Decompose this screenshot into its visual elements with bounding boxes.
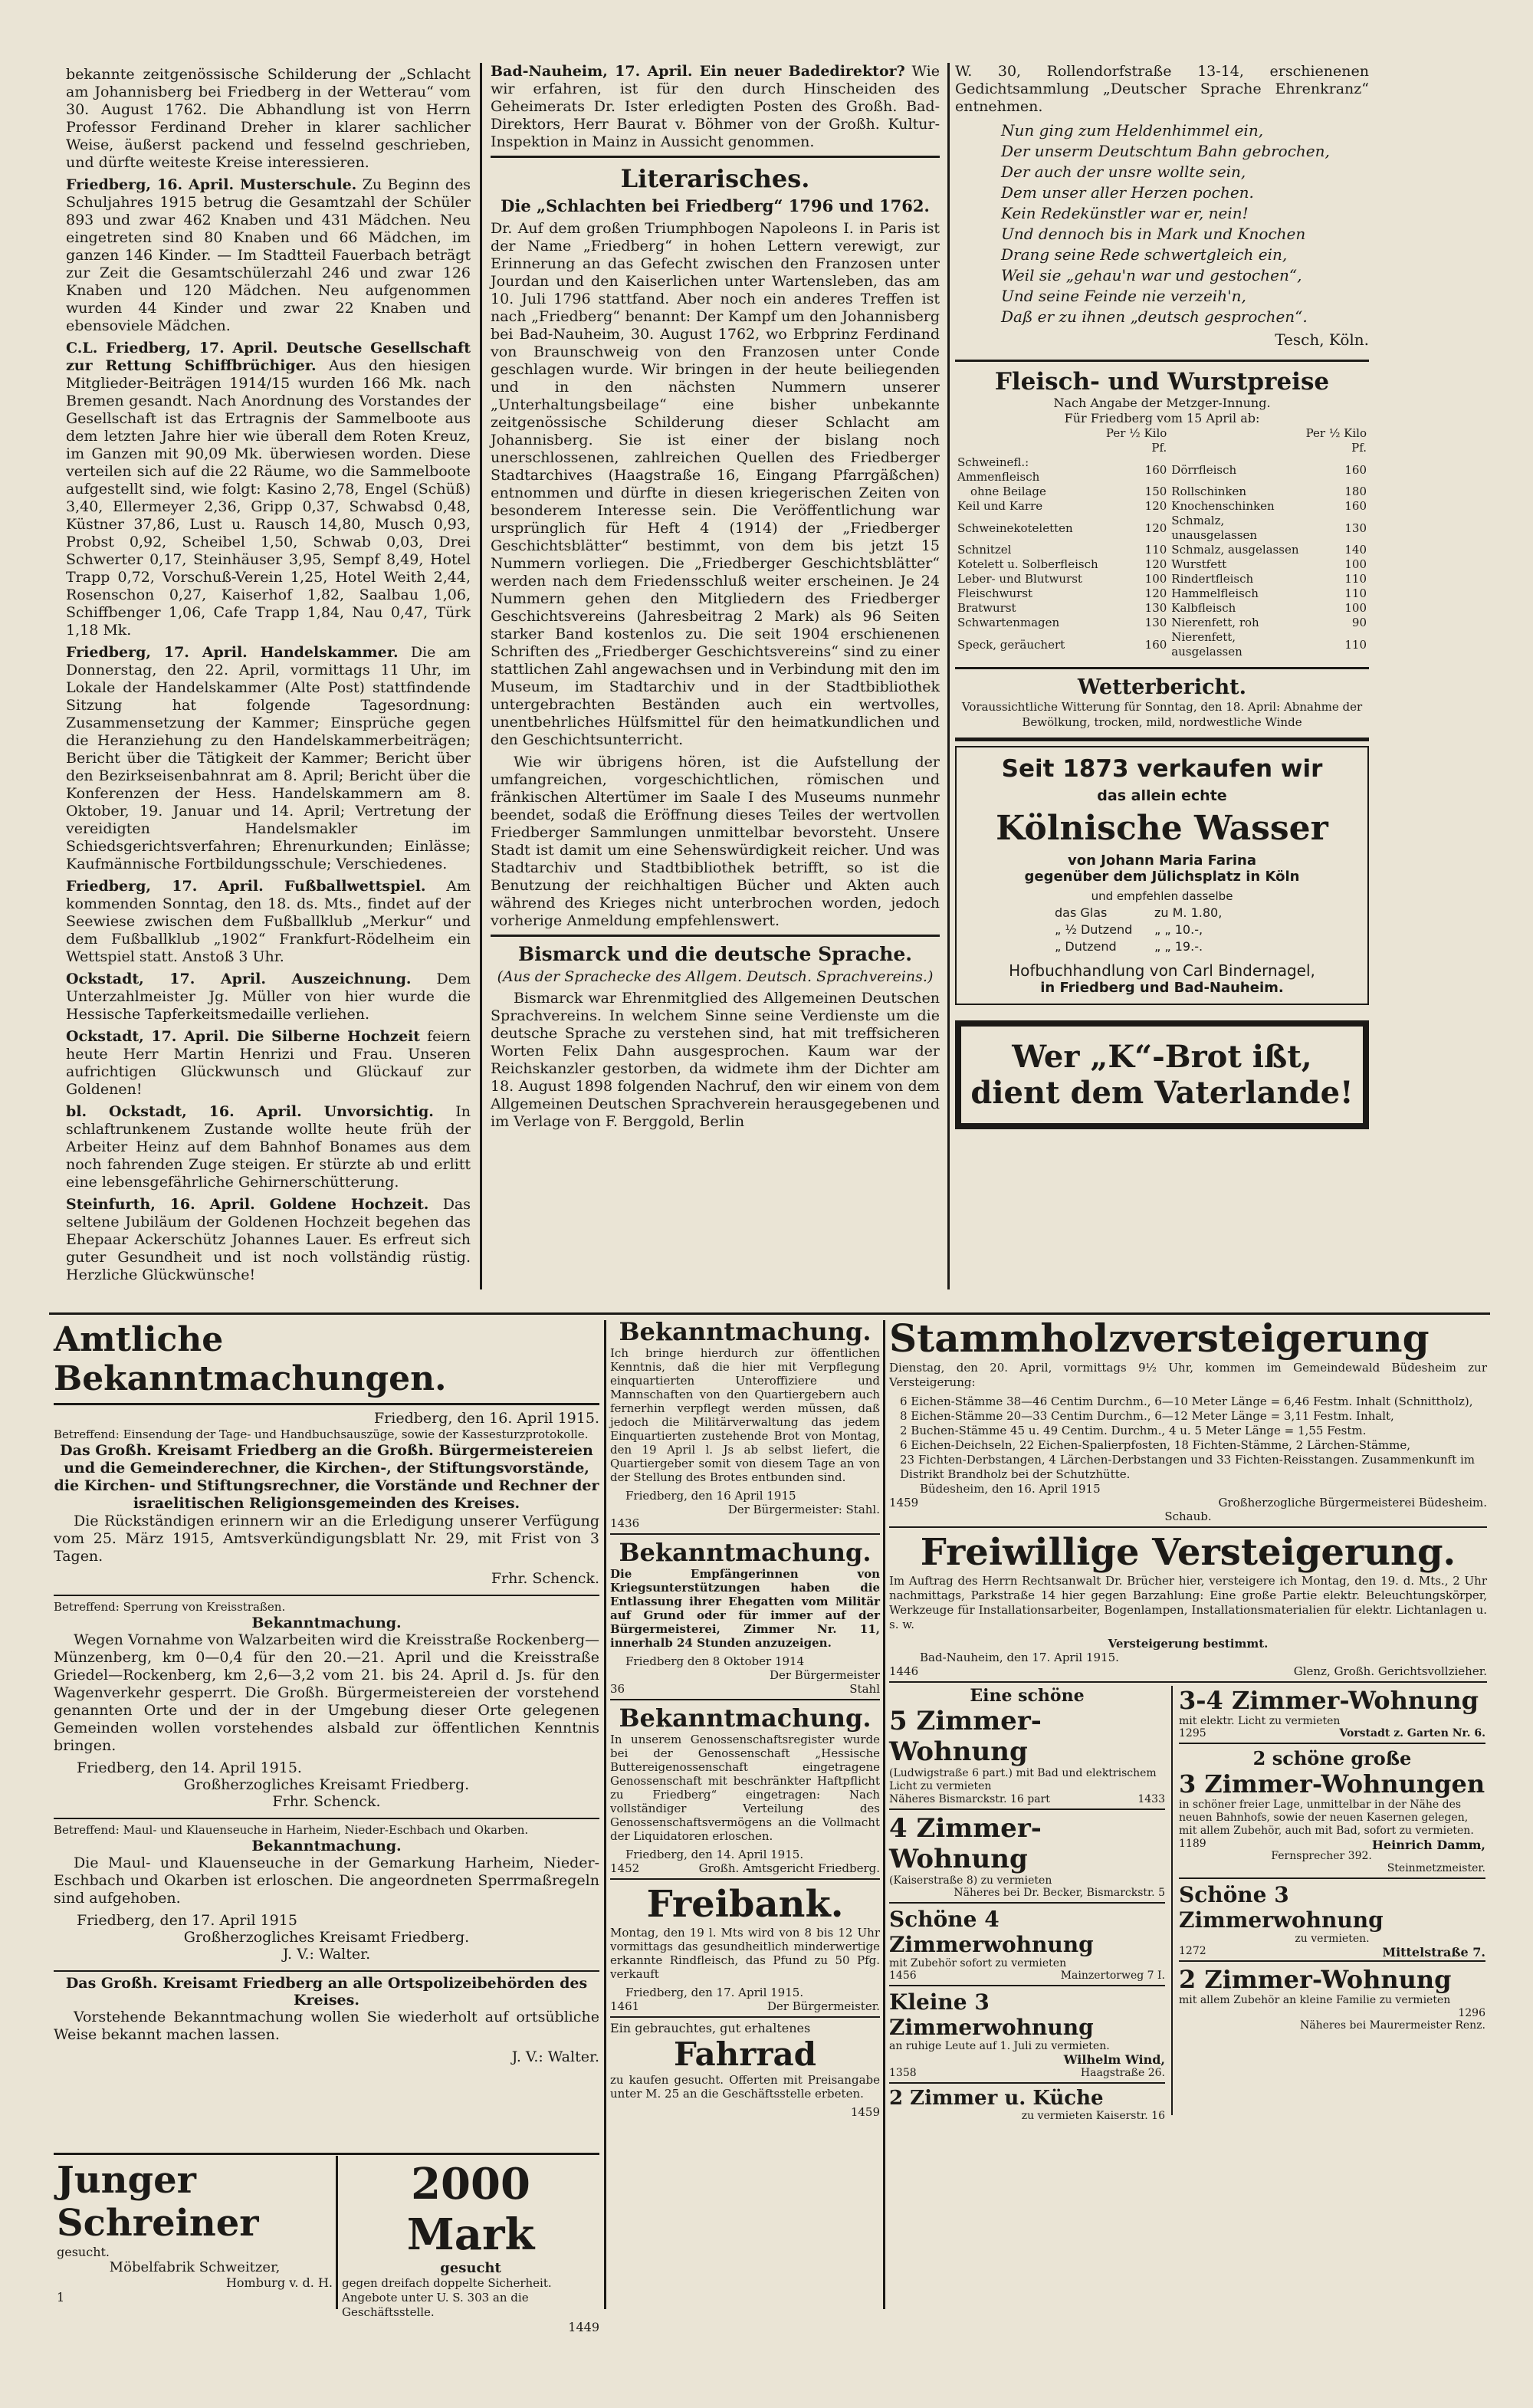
ad-text: Homburg v. d. H.	[225, 2275, 333, 2290]
poem-signature: Tesch, Köln.	[1275, 330, 1369, 349]
ad-number: 1433	[1137, 1793, 1165, 1805]
ad-text: gesucht.	[57, 2245, 110, 2259]
table-row: Schwartenmagen 130 Nierenfett, roh 90	[957, 616, 1367, 629]
ad-headline: 2 Zimmer-Wohnung	[1179, 1965, 1452, 1994]
column-rule	[604, 1320, 606, 2309]
ad-text: Mittelstraße 7.	[1382, 1945, 1485, 1960]
table-row: Schnitzel 110 Schmalz, ausgelassen 140	[957, 543, 1367, 557]
ad-text: das allein echte	[1097, 787, 1227, 804]
divider	[889, 1808, 1165, 1810]
divider	[889, 2082, 1165, 2084]
divider	[54, 1595, 599, 1596]
ad-number: 1272	[1179, 1945, 1206, 1957]
ad-koelnisch-wasser	[955, 746, 1369, 1005]
ad-text: mit Zubehör sofort zu vermieten	[889, 1957, 1067, 1969]
notice-signature: Großh. Amtsgericht Friedberg.	[698, 1861, 880, 1875]
ad-headline: 2 Zimmer u. Küche	[889, 2087, 1104, 2110]
ad-text: und empfehlen dasselbe	[1091, 889, 1233, 903]
ad-text: (Kaiserstraße 8) zu vermieten	[889, 1874, 1052, 1887]
ad-text: Näheres bei Maurermeister Renz.	[1300, 2019, 1485, 2032]
ad-number: 1449	[568, 2320, 599, 2334]
list-item: 6 Eichen-Stämme 38—46 Centim Durchm., 6—10 Meter Länge = 6,46 Festm. Inhalt (Schnittholz),	[900, 1395, 1473, 1408]
divider	[54, 1818, 599, 1819]
article: Steinfurth, 16. April. Goldene Hochzeit. Das seltene Jubiläum der Goldenen Hochzeit begehen das Ehepaar Ackerschütz Johannes Lauer. Es erfreut sich guter Gesundheit und ist noch vollständig rüstig. Herzliche Glückwünsche!	[66, 1196, 471, 1283]
ad-text: in schöner freier Lage, unmittelbar in der Nähe des neuen Bahnhofs, sowie der neuen Kasernen gelegen, mit allem Zubehör, auch mit Bad, sofort zu vermieten.	[1179, 1799, 1474, 1837]
article-title: Bismarck und die deutsche Sprache.	[517, 943, 912, 965]
poem-line: Der auch der unsre wollte sein,	[1001, 163, 1246, 181]
notice-signature: Großherzogliche Bürgermeisterei Büdesheim.	[1218, 1496, 1487, 1510]
divider	[491, 156, 940, 158]
notice-title: Bekanntmachung.	[619, 1317, 872, 1346]
section-title: Amtliche Bekanntmachungen.	[54, 1320, 599, 1405]
notice-text: Dienstag, den 20. April, vormittags 9½ Uhr, kommen im Gemeindewald Büdesheim zur Versteigerung:	[889, 1361, 1487, 1389]
article: C.L. Friedberg, 17. April. Deutsche Gesellschaft zur Rettung Schiffbrüchiger. Aus den hiesigen Mitglieder-Beiträgen 1914/15 wurden 166 Mk. nach Bremen gesandt. Nach Anordnung des Vorstandes der Gesellschaft ist das Ertragnis der Sammelboote aus dem letzten Jahre hier wie überall dem Roten Kreuz, im Ganzen mit 90,09 Mk. überwiesen worden. Diese verteilen sich auf die 22 Räume, wo die Sammelboote aufgestellt sind, wie folgt: Kasino 2,78, Engel (Schüß) 3,40, Ellermeyer 2,36, Gripp 0,37, Schwabsd 0,48, Küstner 37,86, Lust u. Rausch 14,80, Musch 0,93, Probst 0,92, Scheibel 1,50, Schwab 0,03, Drei Schwerter 0,17, Steinhäuser 3,95, Sempf 8,49, Hotel Trapp 0,72, Vorschuß-Verein 1,25, Hotel Weith 2,44, Rosenschon 0,27, Kaiserhof 1,82, Saalbau 1,06, Schiffbenger 1,06, Cafe Trapp 1,84, Nau 0,47, Türk 1,18 Mk.	[66, 340, 471, 639]
article-body: Dr. Auf dem großen Triumphbogen Napoleons I. in Paris ist der Name „Friedberg“ in hohen Lettern verewigt, zur Erinnerung an das Gefecht zwischen den Franzosen unter Jourdan und den Kaiserlichen unter Wartensleben, das am 10. Juli 1796 stattfand. Aber noch ein anderes Treffen ist nach „Friedberg“ benannt: Der Kampf um den Johannisberg bei Bad-Nauheim, 30. August 1762, wo Erbprinz Ferdinand von Braunschweig von den Franzosen unter Conde geschlagen wurde. Wir bringen in der heute beiliegenden und in den nächsten Nummern unserer „Unterhaltungsbeilage“ eine bisher unbekannte zeitgenössische Schilderung dieser Schlacht am Johannisberg. Sie ist einer der bislang noch unerschlossenen, zahlreichen Quellen des Friedberger Stadtarchives (Haagstraße 16, Eingang Pfarrgäßchen) entnommen und dürfte in diesen kriegerischen Zeiten von besonderem Interesse sein. Die Veröffentlichung war ursprünglich für Heft 4 (1914) der „Friedberger Geschichtsblätter“ bestimmt, von dem bis jetzt 15 Nummern vorliegen. Die „Friedberger Geschichtsblätter“ werden nach dem Friedensschluß weiter erscheinen. Je 24 Nummern gehen den Mitgliedern des Friedberger Geschichtsvereins (Jahresbeitrag 2 Mark) als 96 Seiten starker Band kostenlos zu. Die seit 1904 erschienenen Schriften des „Friedberger Geschichtsvereins“ sind zu einer stattlichen Zahl angewachsen und in Verbindung mit den im Museum, im Stadtarchiv und in der Stadtbibliothek untergebrachten Beständen auch ein wertvolles, unentbehrliches Hülfsmittel für den heimatkundlichen und den Geschichtsunterricht.	[491, 220, 940, 748]
ad-number: 1456	[889, 1969, 917, 1982]
column-auctions	[889, 1316, 1487, 2312]
ad-headline: Junger Schreiner	[57, 2159, 259, 2245]
column-rule	[883, 1320, 885, 2309]
article: bekannte zeitgenössische Schilderung der „Schlacht am Johannisberg bei Friedberg in der Wetterau“ vom 30. August 1762. Die Abhandlung ist von Herrn Professor Ferdinand Dreher in klarer sachlicher Weise, äußerst packend und fesselnd geschrieben, und dürfte weiteste Kreise interessieren.	[66, 66, 471, 171]
divider	[1179, 1877, 1485, 1879]
ad-kbrot	[955, 1020, 1369, 1129]
notice-signature: J. V.: Walter.	[511, 2048, 599, 2065]
notice-text: Ich bringe hierdurch zur öffentlichen Kenntnis, daß die hier mit Verpflegung einquartierten Unteroffiziere und Mannschaften von den Quartiergebern auch fernerhin verpflegt werden müssen, daß jedoch die Militärverwaltung das jedem Einquartierten zustehende Brot von Montag, den 19 April l. Js ab selbst liefert, die Quartiergeber somit von diesem Tage an von der Stellung des Brotes entbunden sind.	[610, 1346, 880, 1484]
ad-text: zu kaufen gesucht. Offerten mit Preisangabe unter M. 25 an die Geschäftsstelle erbeten.	[610, 2073, 880, 2101]
poem-line: Und seine Feinde nie verzeih'n,	[1001, 287, 1246, 305]
notice-signature: Der Bürgermeister	[769, 1668, 880, 1682]
column-local-news	[66, 66, 471, 1308]
poem-line: Drang seine Rede schwertgleich ein,	[1001, 245, 1288, 264]
ad-text: gegen dreifach doppelte Sicherheit. Angebote unter U. S. 303 an die Geschäftsstelle.	[342, 2276, 552, 2319]
ad-headline: Kleine 3 Zimmerwohnung	[889, 1989, 1094, 2040]
notice-title: Bekanntmachung.	[251, 1615, 402, 1631]
divider	[610, 1699, 880, 1700]
prices-table	[955, 426, 1369, 659]
divider	[610, 2016, 880, 2018]
notice-number: 1459	[889, 1496, 919, 1510]
notice-date: Friedberg, den 14. April 1915.	[625, 1848, 804, 1861]
notice-signature: Schaub.	[1164, 1510, 1212, 1523]
poem-line: Und dennoch bis in Mark und Knochen	[1001, 225, 1306, 243]
notice-signature: Frhr. Schenck.	[491, 1570, 599, 1587]
notice-date: Büdesheim, den 16. April 1915	[920, 1482, 1101, 1496]
poem-line: Daß er zu ihnen „deutsch gesprochen“.	[1001, 307, 1308, 326]
ad-text: 2 schöne große	[1252, 1747, 1412, 1769]
poem-line: Weil sie „gehau'n war und gestochen“,	[1001, 266, 1302, 284]
notice-text: Montag, den 19 l. Mts wird von 8 bis 12 Uhr vormittags das gesundheitlich minderwertige erkannte Rindfleisch, das Pfund zu 50 Pfg. verkauft	[610, 1926, 880, 1981]
notice-date: Friedberg, den 16. April 1915.	[374, 1410, 599, 1427]
poem	[955, 120, 1369, 327]
notice-date: Friedberg, den 17. April 1915	[77, 1912, 297, 1929]
ad-number: 1358	[889, 2067, 917, 2079]
list-item: 6 Eichen-Deichseln, 22 Eichen-Spalierpfosten, 18 Fichten-Stämme, 2 Lärchen-Stämme,	[900, 1438, 1411, 1452]
notice-signature: Großherzogliches Kreisamt Friedberg.	[183, 1929, 470, 1946]
ad-text: Ein gebrauchtes, gut erhaltenes	[610, 2021, 811, 2035]
table-header: Per ½ Kilo Pf. Per ½ Kilo Pf.	[1105, 426, 1367, 455]
table-row: Speck, geräuchert 160 Nierenfett, ausgelassen 110	[957, 630, 1367, 659]
notice-text: In unserem Genossenschaftsregister wurde bei der Genossenschaft „Hessische Buttereigenossenschaft eingetragene Genossenschaft mit beschränkter Haftpflicht zu Friedberg“ eingetragen: Nach vollständiger Verteilung des Genossenschaftsvermögens an die Vollmacht der Liquidatoren erloschen.	[610, 1733, 880, 1843]
ad-number: 1	[57, 2290, 65, 2305]
poem-line: Kein Redekünstler war er, nein!	[1001, 204, 1249, 222]
ad-text: Eine schöne	[970, 1686, 1085, 1706]
divider	[1179, 1960, 1485, 1962]
ad-2000-mark	[342, 2159, 599, 2334]
ad-text: zu vermieten.	[1295, 1933, 1370, 1945]
table-row: Leber- und Blutwurst 100 Rindertfleisch 110	[957, 572, 1367, 586]
divider	[889, 1526, 1487, 1528]
ad-number: 1296	[1458, 2007, 1485, 2019]
notice-date: Friedberg, den 16 April 1915	[625, 1489, 796, 1503]
auction-items	[889, 1395, 1487, 1482]
notice-signature: Der Bürgermeister: Stahl.	[727, 1503, 880, 1516]
table-row: ohne Beilage 150 Rollschinken 180	[970, 485, 1367, 498]
notice-title: Bekanntmachung.	[619, 1538, 872, 1567]
notice-text: Die Rückständigen erinnern wir an die Erledigung unserer Verfügung vom 25. März 1915, Amtsverkündigungsblatt Nr. 29, mit Frist von 3 Tagen.	[54, 1513, 599, 1565]
ad-text: Heinrich Damm,	[1371, 1838, 1485, 1852]
notice-signature: Großherzogliches Kreisamt Friedberg.	[183, 1776, 470, 1793]
ad-headline: Fahrrad	[673, 2035, 817, 2073]
ad-text: in Friedberg und Bad-Nauheim.	[1040, 980, 1284, 996]
table-row: Kotelett u. Solberfleisch 120 Wurstfett 100	[957, 557, 1367, 571]
divider	[889, 1681, 1487, 1683]
ad-text: Möbelfabrik Schweitzer,	[109, 2259, 281, 2275]
notice-signature: Stahl	[849, 1682, 880, 1696]
list-item: 23 Fichten-Derbstangen, 4 Lärchen-Derbstangen und 33 Fichten-Reisstangen. Zusammenkunft im Distrikt Brandholz bei der Schutzhütte.	[900, 1453, 1476, 1481]
notice-subject: Betreffend: Einsendung der Tage- und Handbuchsauszüge, sowie der Kassesturzprotokolle.	[54, 1427, 589, 1441]
ad-text: Näheres Bismarckstr. 16 part	[889, 1793, 1050, 1805]
notice-number: 1452	[610, 1861, 640, 1875]
notice-date: Friedberg den 8 Oktober 1914	[625, 1654, 805, 1668]
ad-price-list: das Glas zu M. 1.80, „ ½ Dutzend „ „ 10.-, „ Dutzend „ „ 19.-.	[1055, 905, 1223, 954]
ad-number: 1295	[1179, 1727, 1206, 1739]
notice-number: 1446	[889, 1664, 919, 1678]
divider	[54, 1970, 599, 1972]
notice-text: Die Maul- und Klauenseuche in der Gemarkung Harheim, Nieder-Eschbach und Okarben ist erloschen. Die angeordneten Sperrmaßregeln sind aufgehoben.	[54, 1854, 599, 1907]
column-rule	[480, 63, 482, 1289]
notice-subject: Betreffend: Sperrung von Kreisstraßen.	[54, 1600, 286, 1614]
notice-text: Wegen Vornahme von Walzarbeiten wird die Kreisstraße Rockenberg—Münzenberg, km 0—0,4 für den 20.—21. April und die Kreisstraße Griedel—Rockenberg, km 2,6—3,2 vom 21. bis 24. April d. Js. für den Wagenverkehr gesperrt. Die Großh. Bürgermeistereien der vorstehend genannten Orte und der in der Umgebung dieser Orte gelegenen Gemeinden wollen vorstehendes alsbald zur öffentlichen Kenntnis bringen.	[54, 1631, 599, 1754]
notice-subject: Betreffend: Maul- und Klauenseuche in Harheim, Nieder-Eschbach und Okarben.	[54, 1823, 529, 1837]
ad-text: mit allem Zubehör an kleine Familie zu vermieten	[1179, 1994, 1451, 2006]
column-notices-middle	[610, 1317, 880, 2314]
ad-product: Kölnische Wasser	[996, 809, 1328, 848]
ad-schreiner	[57, 2159, 333, 2312]
ad-text: gegenüber dem Jülichsplatz in Köln	[1024, 869, 1300, 885]
divider	[610, 1878, 880, 1880]
divider	[491, 935, 940, 937]
ad-number: 1189	[1179, 1838, 1206, 1850]
ad-text: von Johann Maria Farina	[1067, 852, 1256, 869]
official-notices	[54, 1320, 599, 2156]
poem-line: Dem unser aller Herzen pochen.	[1001, 183, 1254, 202]
notice-date: Friedberg, den 14. April 1915.	[77, 1759, 302, 1776]
notice-number: 36	[610, 1682, 625, 1696]
notice-text: Vorstehende Bekanntmachung wollen Sie wiederholt auf ortsübliche Weise bekannt machen lassen.	[54, 2009, 599, 2043]
notice-text: Versteigerung bestimmt.	[1108, 1637, 1269, 1651]
ad-text: Hofbuchhandlung von Carl Bindernagel,	[1009, 961, 1315, 980]
column-rule	[1171, 1686, 1173, 2115]
divider	[955, 738, 1369, 741]
ad-text: Mainzertorweg 7 I.	[1060, 1969, 1165, 1982]
article: Friedberg, 16. April. Musterschule. Zu Beginn des Schuljahres 1915 betrug die Gesamtzahl der Schüler 893 und zwar 462 Knaben und 431 Mädchen. Neu eingetreten sind 80 Knaben und 66 Mädchen, im ganzen 146 Kinder. — Im Stadtteil Fauerbach beträgt zur Zeit die Gesamtschülerzahl 246 und zwar 126 Knaben und 120 Mädchen. Neu aufgenommen wurden 44 Kinder und zwar 22 Knaben und ebensoviele Mädchen.	[66, 176, 471, 334]
section-title: Literarisches.	[620, 164, 810, 193]
ad-headline: 2000 Mark	[406, 2159, 535, 2260]
ad-headline: dient dem Vaterlande!	[970, 1075, 1354, 1111]
article-subtitle: (Aus der Sprachecke des Allgem. Deutsch. Sprachvereins.)	[497, 968, 934, 985]
notice-title: Bekanntmachung.	[251, 1838, 402, 1854]
notice-signature: Glenz, Großh. Gerichtsvollzieher.	[1293, 1664, 1487, 1678]
notice-text: Die Empfängerinnen von Kriegsunterstützungen haben die Entlassung ihrer Ehegatten vom Militär auf Grund oder für immer auf der Bürgermeisterei, Zimmer Nr. 11, innerhalb 24 Stunden anzuzeigen.	[610, 1567, 880, 1650]
notice-text: Im Auftrag des Herrn Rechtsanwalt Dr. Brücher hier, versteigere ich Montag, den 19. d. Mts., 2 Uhr nachmittags, Parkstraße 14 hier gegen Barzahlung: Eine große Partie elektr. Beleuchtungskörper, Werkzeuge für Installationsarbeiter, Bogenlampen, Installationsmaterialien für elektr. Lichtanlagen u. s. w.	[889, 1574, 1487, 1631]
divider	[1179, 1743, 1485, 1744]
ad-text: Haagstraße 26.	[1080, 2067, 1165, 2079]
article: bl. Ockstadt, 16. April. Unvorsichtig. In schlaftrunkenem Zustande wollte heute früh der Arbeiter Heinz auf dem Bahnhof Bonames aus dem noch fahrenden Zuge steigen. Er stürzte ab und erlitt eine lebensgefährliche Gehirnerschütterung.	[66, 1103, 471, 1191]
table-row: Schweinekoteletten 120 Schmalz, unausgelassen 130	[957, 514, 1367, 542]
ad-headline: Schöne 4 Zimmerwohnung	[889, 1907, 1094, 1957]
ad-headline: Wer „K“-Brot ißt,	[1012, 1039, 1312, 1075]
article-body: Wie wir übrigens hören, ist die Aufstellung der umfangreichen, vorgeschichtlichen, römischen und fränkischen Altertümer im Saale I des Museums nunmehr beendet, sodaß die Eröffnung dieses Teiles der wertvollen Friedberger Sammlungen unmittelbar bevorsteht. Unsere Stadt ist damit um eine Sehenswürdigkeit reicher. Und was Stadtarchiv und Stadtbibliothek betrifft, so ist die Benutzung der reichhaltigen Bücher und Akten auch während des Krieges nicht unterbrochen worden, jedoch vorherige Anmeldung empfehlenswert.	[491, 754, 940, 929]
notice-title: Freibank.	[646, 1883, 844, 1926]
notice-signature: Der Bürgermeister.	[766, 1999, 880, 2013]
weather-text: Voraussichtliche Witterung für Sonntag, den 18. April: Abnahme der Bewölkung, trocken, mild, nordwestliche Winde	[961, 700, 1363, 729]
ad-text: gesucht	[440, 2260, 501, 2276]
ad-headline: 5 Zimmer-Wohnung	[889, 1706, 1042, 1767]
ad-text: Fernsprecher 392. Steinmetzmeister.	[1271, 1850, 1485, 1874]
column-rule	[336, 2156, 338, 2309]
ad-headline: Seit 1873 verkaufen wir	[1001, 755, 1323, 783]
column-literature	[491, 63, 940, 1309]
column-right-top	[955, 63, 1369, 1289]
notice-date: Friedberg, den 17. April 1915.	[625, 1986, 804, 1999]
ad-headline: 3 Zimmer-Wohnungen	[1179, 1769, 1485, 1799]
article: Friedberg, 17. April. Handelskammer. Die am Donnerstag, den 22. April, vormittags 11 Uhr, im Lokale der Handelskammer (Alte Post) stattfindende Sitzung hat folgende Tagesordnung: Zusammensetzung der Kammer; Einsprüche gegen die Heranziehung zu den Handelskammerbeiträgen; Bericht über die Tätigkeit der Kammer; Bericht über den Bezirkseisenbahnrat am 8. April; Bericht über die Konferenzen der Hess. Handelskammern am 8. Oktober, 19. Januar und 14. April; Vertretung der vereidigten Handelsmakler im Schiedsgerichtsverfahren; Ehrenurkunden; Einlässe; Kaufmännische Fortbildungsschule; Verschiedenes.	[66, 644, 471, 872]
column-rule	[947, 63, 950, 1289]
notice-title: Freiwillige Versteigerung.	[920, 1531, 1456, 1574]
list-item: 2 Buchen-Stämme 45 u. 49 Centim. Durchm., 4 u. 5 Meter Länge = 1,55 Festm.	[900, 1424, 1367, 1437]
divider	[955, 667, 1369, 669]
ad-headline: 4 Zimmer-Wohnung	[889, 1813, 1042, 1874]
weather-title: Wetterbericht.	[1077, 675, 1247, 699]
table-row: Fleischwurst 120 Hammelfleisch 110	[957, 586, 1367, 600]
divider	[610, 1533, 880, 1535]
list-item: 8 Eichen-Stämme 20—33 Centim Durchm., 6—12 Meter Länge = 3,11 Festm. Inhalt,	[900, 1409, 1394, 1423]
prices-title: Fleisch- und Wurstpreise	[994, 368, 1330, 396]
ad-text: (Ludwigstraße 6 part.) mit Bad und elektrischem Licht zu vermieten	[889, 1767, 1157, 1792]
prices-subtitle: Nach Angabe der Metzger-Innung.	[1053, 396, 1271, 410]
notice-signature: J. V.: Walter.	[282, 1946, 371, 1963]
article: Ockstadt, 17. April. Die Silberne Hochzeit feiern heute Herr Martin Henrizi und Frau. Unseren aufrichtigen Glückwunsch und Glückauf zur Goldenen!	[66, 1028, 471, 1098]
notice-number: 1461	[610, 1999, 640, 2013]
article: Friedberg, 17. April. Fußballwettspiel. Am kommenden Sonntag, den 18. ds. Mts., findet auf der Seewiese zwischen dem Fußballklub „Merkur“ und dem Fußballklub „1902“ Frankfurt-Rödelheim ein Wettspiel statt. Anstoß 3 Uhr.	[66, 878, 471, 965]
poem-line: Nun ging zum Heldenhimmel ein,	[1001, 121, 1264, 140]
ad-right-apartments	[1179, 1686, 1485, 2032]
article-title: Die „Schlachten bei Friedberg“ 1796 und 1762.	[501, 196, 930, 215]
notice-title: Bekanntmachung.	[619, 1703, 872, 1733]
divider	[955, 360, 1369, 362]
apartment-ads	[889, 1686, 1487, 2222]
article-bad-nauheim: Bad-Nauheim, 17. April. Ein neuer Badedirektor? Wie wir erfahren, ist für den durch Hinscheiden des Geheimerats Dr. Ister erledigten Posten des Großh. Bad-Direktors, Herr Baurat v. Böhmer von der Großh. Kultur-Inspektion in Mainz in Aussicht genommen.	[491, 63, 940, 150]
ad-5-zimmer	[889, 1686, 1165, 2122]
divider	[889, 1985, 1165, 1986]
table-row: Bratwurst 130 Kalbfleisch 100	[957, 601, 1367, 615]
table-row: Schweinefl.: Ammenfleisch 160 Dörrfleisch 160	[957, 455, 1367, 484]
ad-text: an ruhige Leute auf 1. Juli zu vermieten.	[889, 2040, 1110, 2052]
article-body: Bismarck war Ehrenmitglied des Allgemeinen Deutschen Sprachvereins. In welchem Sinne seine Verdienste um die deutsche Sprache zu verstehen sind, hat mit treffsicheren Worten Felix Dahn ausgesprochen. Kaum war der Reichskanzler gestorben, da widmete ihm der Dichter am 18. August 1898 folgenden Nachruf, den wir einem von dem Allgemeinen Deutschen Sprachverein herausgegebenen und im Verlage von F. Berggold, Berlin	[491, 990, 940, 1130]
notice-address: Das Großh. Kreisamt Friedberg an alle Ortspolizeibehörden des Kreises.	[65, 1975, 588, 2009]
divider	[54, 2153, 599, 2155]
ad-text: Näheres bei Dr. Becker, Bismarckstr. 5	[954, 1887, 1165, 1899]
ad-headline: Schöne 3 Zimmerwohnung	[1179, 1882, 1384, 1933]
notice-signature: Frhr. Schenck.	[272, 1793, 381, 1810]
article: Ockstadt, 17. April. Auszeichnung. Dem Unterzahlmeister Jg. Müller von hier wurde die Hessische Tapferkeitsmedaille verliehen.	[66, 971, 471, 1023]
ad-headline: 3-4 Zimmer-Wohnung	[1179, 1686, 1479, 1715]
divider	[889, 1902, 1165, 1904]
ad-text: mit elektr. Licht zu vermieten	[1179, 1715, 1341, 1727]
poem-line: Der unserm Deutschtum Bahn gebrochen,	[1001, 142, 1330, 160]
ad-text: zu vermieten Kaiserstr. 16	[1021, 2110, 1165, 2122]
notice-address: Das Großh. Kreisamt Friedberg an die Großh. Bürgermeistereien und die Gemeinderechner, die Kirchen-, der Stiftungsvorstände, die Kirchen- und Stiftungsrechner, die Vorstände und Rechner der israelitischen Religionsgemeinden des Kreises.	[54, 1442, 599, 1512]
ad-text: Vorstadt z. Garten Nr. 6.	[1339, 1727, 1485, 1739]
ad-number: 1459	[850, 2105, 880, 2119]
notice-number: 1436	[610, 1516, 640, 1530]
prices-subtitle: Für Friedberg vom 15 April ab:	[1064, 411, 1260, 425]
poem-intro: W. 30, Rollendorfstraße 13-14, erschienenen Gedichtsammlung „Deutscher Sprache Ehrenkranz“ entnehmen.	[955, 63, 1369, 115]
table-row: Keil und Karre 120 Knochenschinken 160	[957, 499, 1367, 513]
ad-text: Wilhelm Wind,	[1063, 2052, 1165, 2067]
notice-title: Stammholzversteigerung	[889, 1316, 1430, 1361]
section-rule	[49, 1312, 1490, 1315]
notice-date: Bad-Nauheim, den 17. April 1915.	[920, 1651, 1119, 1664]
